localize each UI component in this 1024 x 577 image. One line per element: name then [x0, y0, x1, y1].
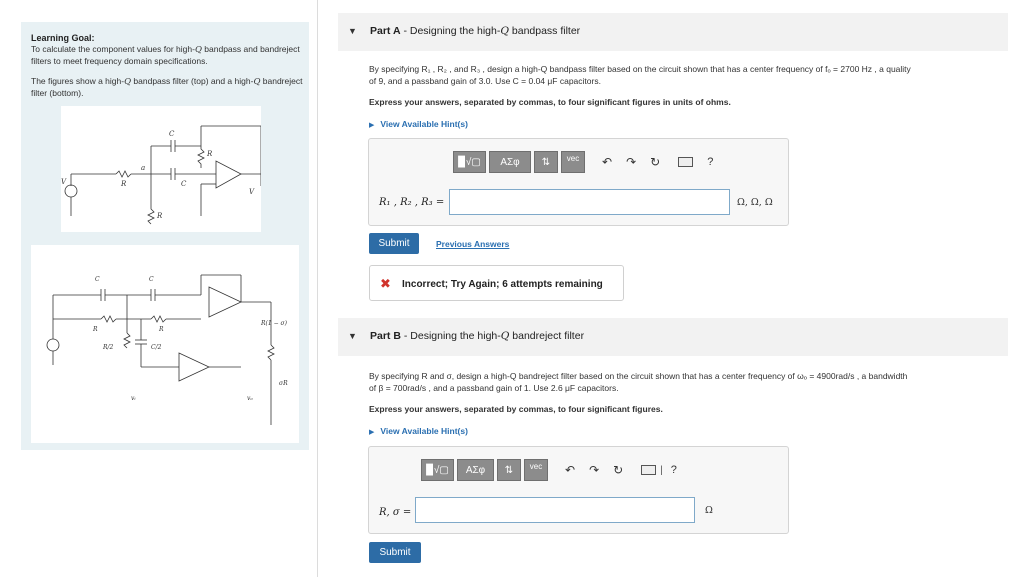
- fig1-label-c1: C: [169, 130, 175, 138]
- fig1-label-vo: V: [249, 188, 255, 196]
- part-a-instruction: Express your answers, separated by commas, to four significant figures in units of ohms.: [369, 97, 731, 107]
- column-divider: [317, 0, 318, 577]
- help-icon[interactable]: ?: [670, 464, 677, 476]
- part-b-submit-button[interactable]: Submit: [369, 542, 421, 563]
- fig2-label-c2: C: [149, 276, 154, 283]
- part-b-problem-text: By specifying R and σ, design a high-Q bandreject filter based on the circuit shown that has a center frequency of ωₒ = 4900rad/s , a bandwidth of β = 700rad/s , and a passband gain of 1. Use 2.6 μF capacitors.: [369, 371, 908, 393]
- expand-triangle-icon: ▶: [369, 429, 375, 436]
- fig1-label-r1: R: [121, 180, 127, 188]
- learning-goal-title: Learning Goal:: [31, 33, 95, 43]
- part-b-units: Ω: [705, 505, 713, 516]
- collapse-caret-icon[interactable]: ▼: [348, 26, 357, 36]
- fig1-label-c2: C: [181, 180, 187, 188]
- toolbar-separator: |: [660, 464, 663, 476]
- symbols-button[interactable]: ΑΣφ: [489, 151, 531, 173]
- vector-button[interactable]: vec: [524, 459, 548, 481]
- fig2-label-r-one-minus-sigma: R(1 − σ): [261, 320, 287, 327]
- part-a-hint-link[interactable]: ▶ View Available Hint(s): [369, 119, 468, 129]
- collapse-caret-icon[interactable]: ▼: [348, 331, 357, 341]
- part-a-header[interactable]: [338, 13, 1008, 51]
- fig2-label-sigma-r: σR: [279, 380, 288, 387]
- fig1-label-r2: R: [157, 212, 163, 220]
- part-a-title: Part A - Designing the high-Q bandpass filter: [370, 25, 581, 37]
- part-a-answer-input[interactable]: [449, 189, 730, 215]
- part-b-header[interactable]: [338, 318, 1008, 356]
- math-toolbar: [421, 459, 677, 481]
- learning-goal-text: To calculate the component values for high-Q bandpass and bandreject filters to meet frequency domain specifications.: [31, 44, 300, 66]
- part-b-hint-link[interactable]: ▶ View Available Hint(s): [369, 426, 468, 436]
- part-a-problem-text: By specifying R₁ , R₂ , and R₃ , design a high-Q bandpass filter based on the circuit shown that has a center frequency of fₒ = 2700 Hz , a quality of 9, and a passband gain of 3.0. Use C = 0.04 μF capacitors.: [369, 64, 911, 86]
- redo-icon[interactable]: ↷: [626, 155, 637, 169]
- learning-goal-panel: [21, 22, 309, 450]
- reset-icon[interactable]: ↻: [613, 463, 624, 477]
- bandreject-circuit-diagram: [31, 245, 299, 443]
- reset-icon[interactable]: ↻: [650, 155, 661, 169]
- error-x-icon: ✖: [380, 276, 391, 291]
- math-toolbar: [453, 151, 713, 173]
- expand-triangle-icon: ▶: [369, 122, 375, 129]
- redo-icon[interactable]: ↷: [589, 463, 600, 477]
- symbols-button[interactable]: ΑΣφ: [457, 459, 494, 481]
- previous-answers-link[interactable]: Previous Answers: [436, 239, 510, 249]
- undo-icon[interactable]: ↶: [602, 155, 613, 169]
- keyboard-icon[interactable]: [641, 465, 656, 475]
- part-b-answer-input[interactable]: [415, 497, 695, 523]
- help-icon[interactable]: ?: [707, 156, 714, 168]
- templates-button[interactable]: ▉√▢: [453, 151, 486, 173]
- fig2-label-vi: vᵢ: [131, 395, 136, 402]
- fig2-label-r1: R: [93, 326, 98, 333]
- keyboard-icon[interactable]: [678, 157, 693, 167]
- part-a-answer-label: R₁ , R₂ , R₃ =: [379, 197, 445, 208]
- arrows-button[interactable]: ⇅: [534, 151, 558, 173]
- fig2-label-r-half: R/2: [103, 344, 114, 351]
- bandreject-circuit-figure: [31, 245, 299, 443]
- bandpass-circuit-figure: [61, 106, 261, 232]
- fig1-label-r3: R: [207, 150, 213, 158]
- fig1-label-vi: V: [61, 178, 67, 186]
- fig2-label-c1: C: [95, 276, 100, 283]
- templates-button[interactable]: ▉√▢: [421, 459, 454, 481]
- vector-button[interactable]: vec: [561, 151, 585, 173]
- figure-description: The figures show a high-Q bandpass filter (top) and a high-Q bandreject filter (bottom).: [31, 76, 303, 98]
- feedback-message: Incorrect; Try Again; 6 attempts remaining: [402, 279, 603, 290]
- fig2-label-r2: R: [159, 326, 164, 333]
- part-a-answer-box: [368, 138, 789, 226]
- bandpass-circuit-diagram: [61, 106, 261, 232]
- part-b-title: Part B - Designing the high-Q bandreject filter: [370, 330, 585, 342]
- part-b-instruction: Express your answers, separated by commas, to four significant figures.: [369, 404, 663, 414]
- fig1-label-a: a: [141, 164, 146, 172]
- part-b-answer-label: R, σ =: [379, 507, 412, 518]
- incorrect-feedback: [369, 265, 624, 301]
- part-a-units: Ω, Ω, Ω: [737, 197, 773, 208]
- fig2-label-vo: vₒ: [247, 395, 253, 402]
- arrows-button[interactable]: ⇅: [497, 459, 521, 481]
- part-a-submit-button[interactable]: Submit: [369, 233, 419, 254]
- fig2-label-c-half: C/2: [151, 344, 162, 351]
- undo-icon[interactable]: ↶: [565, 463, 576, 477]
- part-b-answer-box: [368, 446, 789, 534]
